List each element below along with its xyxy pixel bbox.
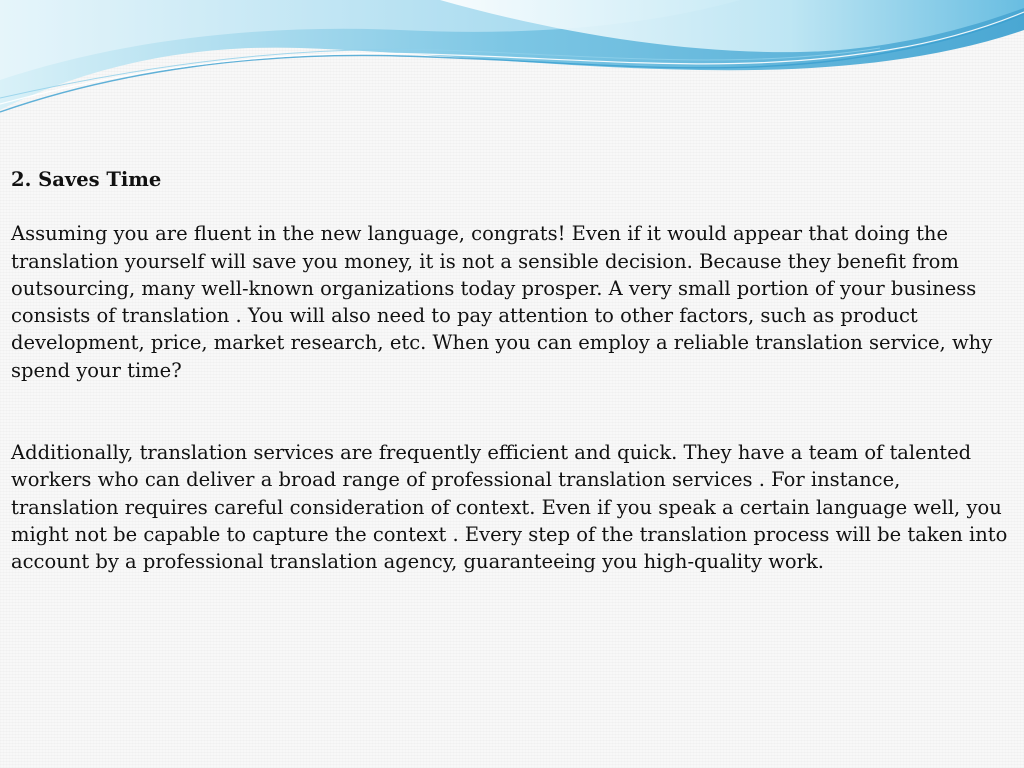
slide-heading: 2. Saves Time [11, 168, 162, 191]
paragraph-1: Assuming you are fluent in the new language, congrats! Even if it would appear that doing the translation yourself will save you money, it is not a sensible decision. Because they benefit from outsourcing, many well-known organizations today prosper. A very small portion of your business consists of translation . You will also need to pay attention to other factors, such as product development, price, market research, etc. When you can employ a reliable translation service, why spend your time? [11, 222, 993, 382]
slide-content [11, 166, 1011, 576]
wave-header-decoration [0, 0, 1024, 120]
paragraph-2: Additionally, translation services are frequently efficient and quick. They have a team of talented workers who can deliver a broad range of professional translation services . For instance, translation requires careful consideration of context. Even if you speak a certain language well, you might not be capable to capture the context . Every step of the translation process will be taken into account by a professional translation agency, guaranteeing you high-quality work. [11, 441, 1008, 574]
